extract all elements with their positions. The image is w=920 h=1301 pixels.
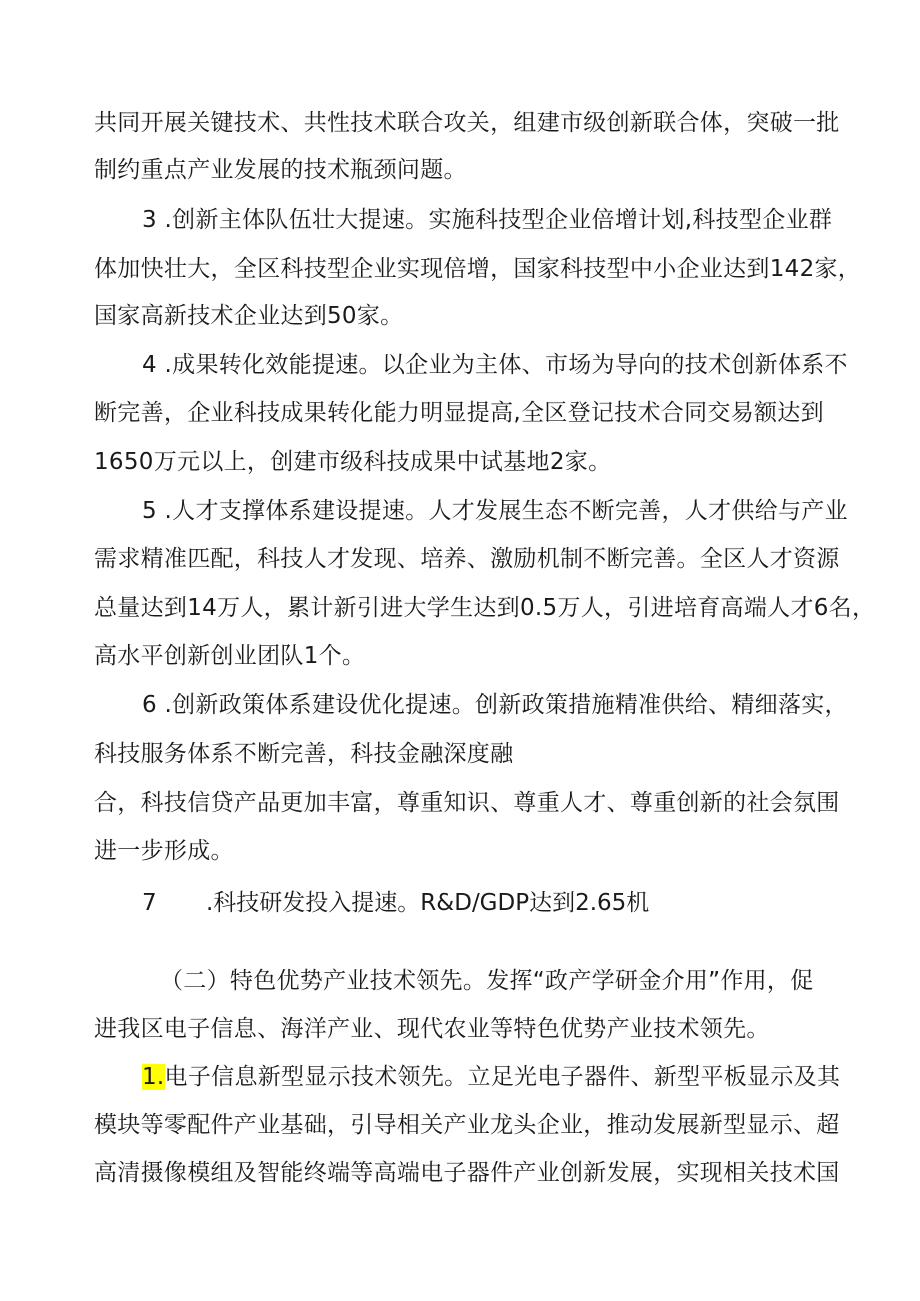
text-line: 高清摄像模组及智能终端等高端电子器件产业创新发展，实现相关技术国 — [94, 1160, 840, 1186]
item-3-line: 3 .创新主体队伍壮大提速。实施科技型企业倍增计划,科技型企业群 — [142, 207, 833, 233]
item-7-number: 7 — [142, 890, 157, 916]
text-line: 断完善，企业科技成果转化能力明显提高,全区登记技术合同交易额达到 — [94, 400, 824, 426]
text-line: 科技服务体系不断完善，科技金融深度融 — [94, 741, 514, 767]
highlighted-number: 1. — [142, 1064, 165, 1090]
item-5-line: 5 .人才支撑体系建设提速。人才发展生态不断完善，人才供给与产业 — [142, 498, 848, 524]
text-line: 国家高新技术企业达到50家。 — [94, 303, 404, 329]
text-line: 体加快壮大，全区科技型企业实现倍增，国家科技型中小企业达到142家， — [94, 256, 862, 282]
item-7-text: .科技研发投入提速。R&D/GDP达到2.65机 — [206, 890, 650, 916]
text-line: 进一步形成。 — [94, 838, 234, 864]
text-line: 制约重点产业发展的技术瓶颈问题。 — [94, 157, 467, 183]
text-line: 进我区电子信息、海洋产业、现代农业等特色优势产业技术领先。 — [94, 1016, 770, 1042]
text-line: 共同开展关键技术、共性技术联合攻关，组建市级创新联合体，突破一批 — [94, 110, 840, 136]
item-4-line: 4 .成果转化效能提速。以企业为主体、市场为导向的技术创新体系不 — [142, 352, 848, 378]
text-line: 模块等零配件产业基础，引导相关产业龙头企业，推动发展新型显示、超 — [94, 1112, 840, 1138]
text-line: 高水平创新创业团队1个。 — [94, 643, 366, 669]
text-line: 需求精准匹配，科技人才发现、培养、激励机制不断完善。全区人才资源 — [94, 546, 840, 572]
text-line: 合，科技信贷产品更加丰富，尊重知识、尊重人才、尊重创新的社会氛围 — [94, 790, 840, 816]
section-heading-line: （二）特色优势产业技术领先。发挥“政产学研金介用”作用，促 — [160, 968, 814, 994]
text-line: 总量达到14万人，累计新引进大学生达到0.5万人，引进培育高端人才6名， — [94, 595, 876, 621]
item-6-line: 6 .创新政策体系建设优化提速。创新政策措施精准供给、精细落实， — [142, 692, 848, 718]
item-1-line — [142, 1062, 840, 1092]
item-1-text: 电子信息新型显示技术领先。立足光电子器件、新型平板显示及其 — [164, 1064, 841, 1090]
text-line: 1650万元以上，创建市级科技成果中试基地2家。 — [94, 449, 612, 475]
